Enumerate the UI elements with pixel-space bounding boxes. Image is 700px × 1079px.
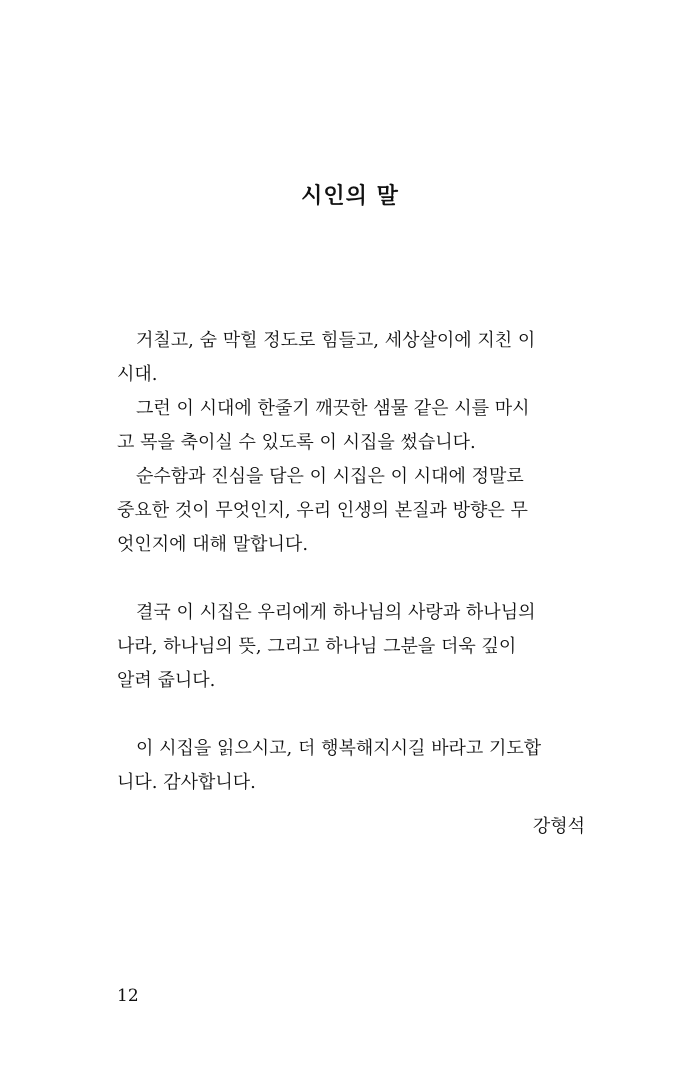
page-number: 12 (117, 986, 139, 1006)
paragraph-spacer (117, 698, 585, 732)
paragraph-1-line-2: 시대. (117, 364, 158, 385)
paragraph-spacer (117, 562, 585, 596)
paragraph-3-line-1: 순수함과 진심을 담은 이 시집은 이 시대에 정말로 (136, 466, 524, 487)
author-signature: 강형석 (532, 816, 585, 837)
preface-body (117, 324, 585, 844)
paragraph-3-line-2: 중요한 것이 무엇인지, 우리 인생의 본질과 방향은 무 (117, 500, 528, 521)
paragraph-2-line-2: 고 목을 축이실 수 있도록 이 시집을 썼습니다. (117, 432, 476, 453)
paragraph-5-line-2: 니다. 감사합니다. (117, 772, 256, 793)
paragraph-4-line-2: 나라, 하나님의 뜻, 그리고 하나님 그분을 더욱 깊이 (117, 636, 517, 657)
paragraph-2-line-1: 그런 이 시대에 한줄기 깨끗한 샘물 같은 시를 마시 (136, 398, 530, 419)
paragraph-4-line-1: 결국 이 시집은 우리에게 하나님의 사랑과 하나님의 (136, 602, 536, 623)
paragraph-4-line-3: 알려 줍니다. (117, 670, 216, 691)
paragraph-1-line-1: 거칠고, 숨 막힐 정도로 힘들고, 세상살이에 지친 이 (136, 330, 536, 351)
paragraph-5-line-1: 이 시집을 읽으시고, 더 행복해지시길 바라고 기도합 (136, 738, 542, 759)
page-title: 시인의 말 (301, 183, 399, 209)
paragraph-3-line-3: 엇인지에 대해 말합니다. (117, 534, 309, 555)
